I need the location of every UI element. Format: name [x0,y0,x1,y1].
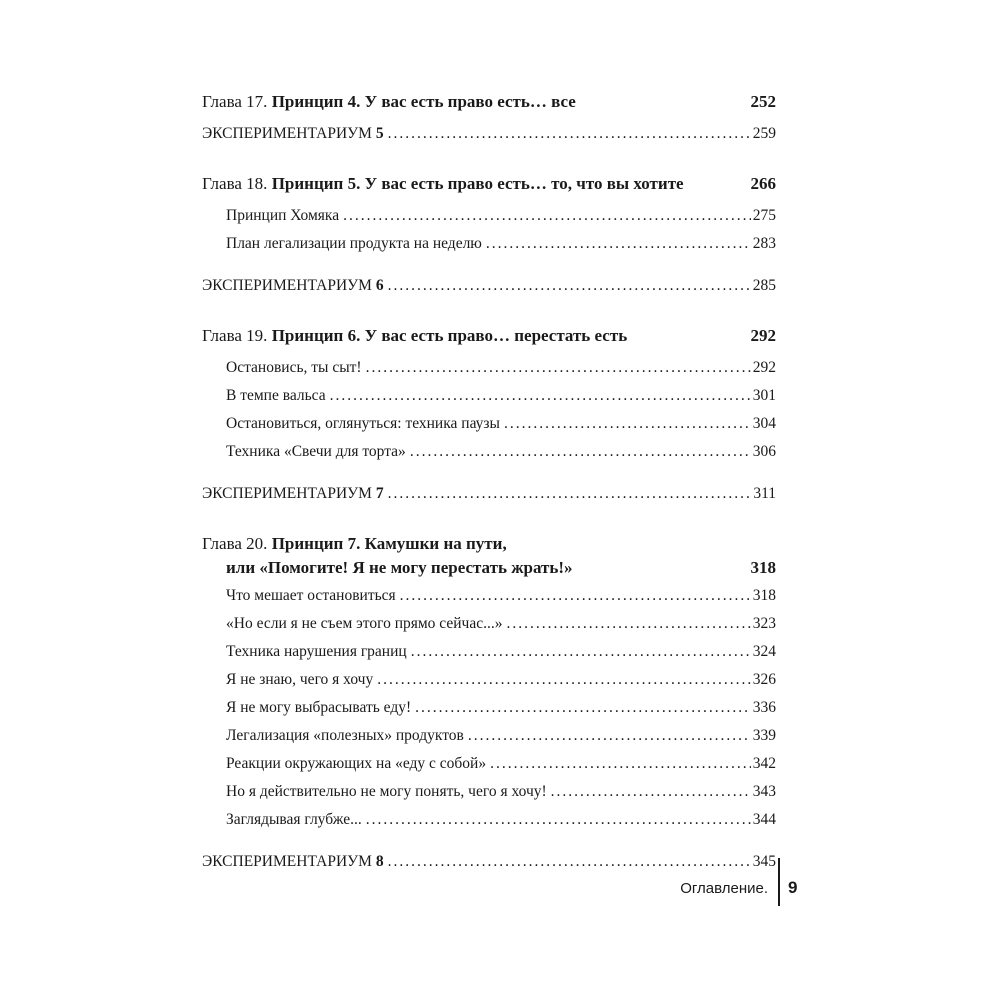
toc-item-label: «Но если я не съем этого прямо сейчас...» [226,615,503,632]
entry-page: 259 [752,125,776,142]
page-footer [640,872,800,908]
toc-item[interactable] [202,610,776,638]
toc-item[interactable] [202,438,776,466]
toc-item[interactable] [202,410,776,438]
chapter-page: 318 [750,558,776,577]
footer-section-title: Оглавление. [680,880,768,897]
toc-item-label: Я не знаю, чего я хочу [226,671,374,688]
toc-item-label: Остановиться, оглянуться: техника паузы [226,415,500,432]
toc-item[interactable] [202,666,776,694]
chapter-page: 266 [750,174,776,193]
toc-item-page: 339 [752,727,776,744]
leader-dots [366,354,751,382]
entry-page: 345 [752,853,776,870]
toc-item-label: Легализация «полезных» продуктов [226,727,464,744]
chapter-20-entry-continued[interactable] [202,554,776,582]
toc-item-page: 318 [752,587,776,604]
experimentarium-label: ЭКСПЕРИМЕНТАРИУМ [202,125,372,142]
table-of-contents [202,84,776,876]
experimentarium-number: 5 [375,125,384,142]
leader-dots [415,694,751,722]
chapter-prefix: Глава 19. [202,326,268,345]
toc-item[interactable] [202,806,776,834]
toc-item-label: Что мешает остановиться [226,587,396,604]
experimentarium-number: 6 [375,277,384,294]
toc-item-label: Принцип Хомяка [226,207,340,224]
experimentarium-5-entry[interactable] [202,120,776,148]
toc-item[interactable] [202,750,776,778]
leader-dots [366,806,751,834]
experimentarium-6-entry[interactable] [202,272,776,300]
experimentarium-label: ЭКСПЕРИМЕНТАРИУМ [202,853,372,870]
experimentarium-number: 8 [375,853,384,870]
toc-item-page: 323 [752,615,776,632]
toc-item[interactable] [202,382,776,410]
leader-dots [410,438,751,466]
toc-item[interactable] [202,778,776,806]
experimentarium-7-entry[interactable] [202,480,776,508]
entry-page: 311 [753,485,776,502]
chapter-title-line2: или «Помогите! Я не могу перестать жрать!» [226,558,573,577]
chapter-19-entry[interactable] [202,318,776,354]
toc-item[interactable] [202,638,776,666]
leader-dots [504,410,751,438]
toc-item[interactable] [202,230,776,258]
toc-item-label: Но я действительно не могу понять, чего я хочу! [226,783,547,800]
toc-item-page: 343 [752,783,776,800]
chapter-title: Принцип 6. У вас есть право… перестать есть [271,326,628,345]
toc-item-label: Техника нарушения границ [226,643,407,660]
leader-dots [486,230,751,258]
leader-dots [468,722,751,750]
toc-item[interactable] [202,582,776,610]
toc-item-label: Реакции окружающих на «еду с собой» [226,755,487,772]
toc-item-page: 283 [752,235,776,252]
leader-dots [388,480,752,508]
experimentarium-label: ЭКСПЕРИМЕНТАРИУМ [202,485,372,502]
chapter-20-entry[interactable] [202,526,776,554]
chapter-page: 292 [750,326,776,345]
footer-divider [778,858,780,906]
chapter-title: Принцип 5. У вас есть право есть… то, что вы хотите [271,174,684,193]
leader-dots [551,778,751,806]
footer-page-number: 9 [788,878,798,897]
experimentarium-label: ЭКСПЕРИМЕНТАРИУМ [202,277,372,294]
chapter-prefix: Глава 17. [202,92,268,111]
chapter-title-line1: Принцип 7. Камушки на пути, [271,534,507,553]
leader-dots [343,202,751,230]
toc-item-label: Я не могу выбрасывать еду! [226,699,412,716]
leader-dots [377,666,751,694]
toc-item-label: Техника «Свечи для торта» [226,443,406,460]
leader-dots [388,120,751,148]
toc-item-page: 275 [752,207,776,224]
toc-item-label: Заглядывая глубже... [226,811,362,828]
chapter-prefix: Глава 20. [202,534,268,553]
toc-item-page: 326 [752,671,776,688]
chapter-prefix: Глава 18. [202,174,268,193]
toc-item-label: Остановись, ты сыт! [226,359,362,376]
toc-item-page: 304 [752,415,776,432]
toc-item[interactable] [202,202,776,230]
experimentarium-number: 7 [375,485,384,502]
toc-item-label: План легализации продукта на неделю [226,235,482,252]
toc-item[interactable] [202,722,776,750]
toc-item-page: 344 [752,811,776,828]
leader-dots [506,610,750,638]
leader-dots [411,638,751,666]
toc-item-page: 301 [752,387,776,404]
toc-item-page: 336 [752,699,776,716]
toc-item-page: 306 [752,443,776,460]
toc-item[interactable] [202,694,776,722]
entry-page: 285 [752,277,776,294]
toc-item-label: В темпе вальса [226,387,326,404]
chapter-18-entry[interactable] [202,166,776,202]
leader-dots [330,382,751,410]
leader-dots [388,272,751,300]
chapter-17-entry[interactable] [202,84,776,120]
chapter-page: 252 [750,92,776,111]
leader-dots [400,582,751,610]
toc-item-page: 324 [752,643,776,660]
toc-item[interactable] [202,354,776,382]
leader-dots [490,750,751,778]
chapter-title: Принцип 4. У вас есть право есть… все [271,92,576,111]
toc-item-page: 292 [752,359,776,376]
toc-item-page: 342 [752,755,776,772]
